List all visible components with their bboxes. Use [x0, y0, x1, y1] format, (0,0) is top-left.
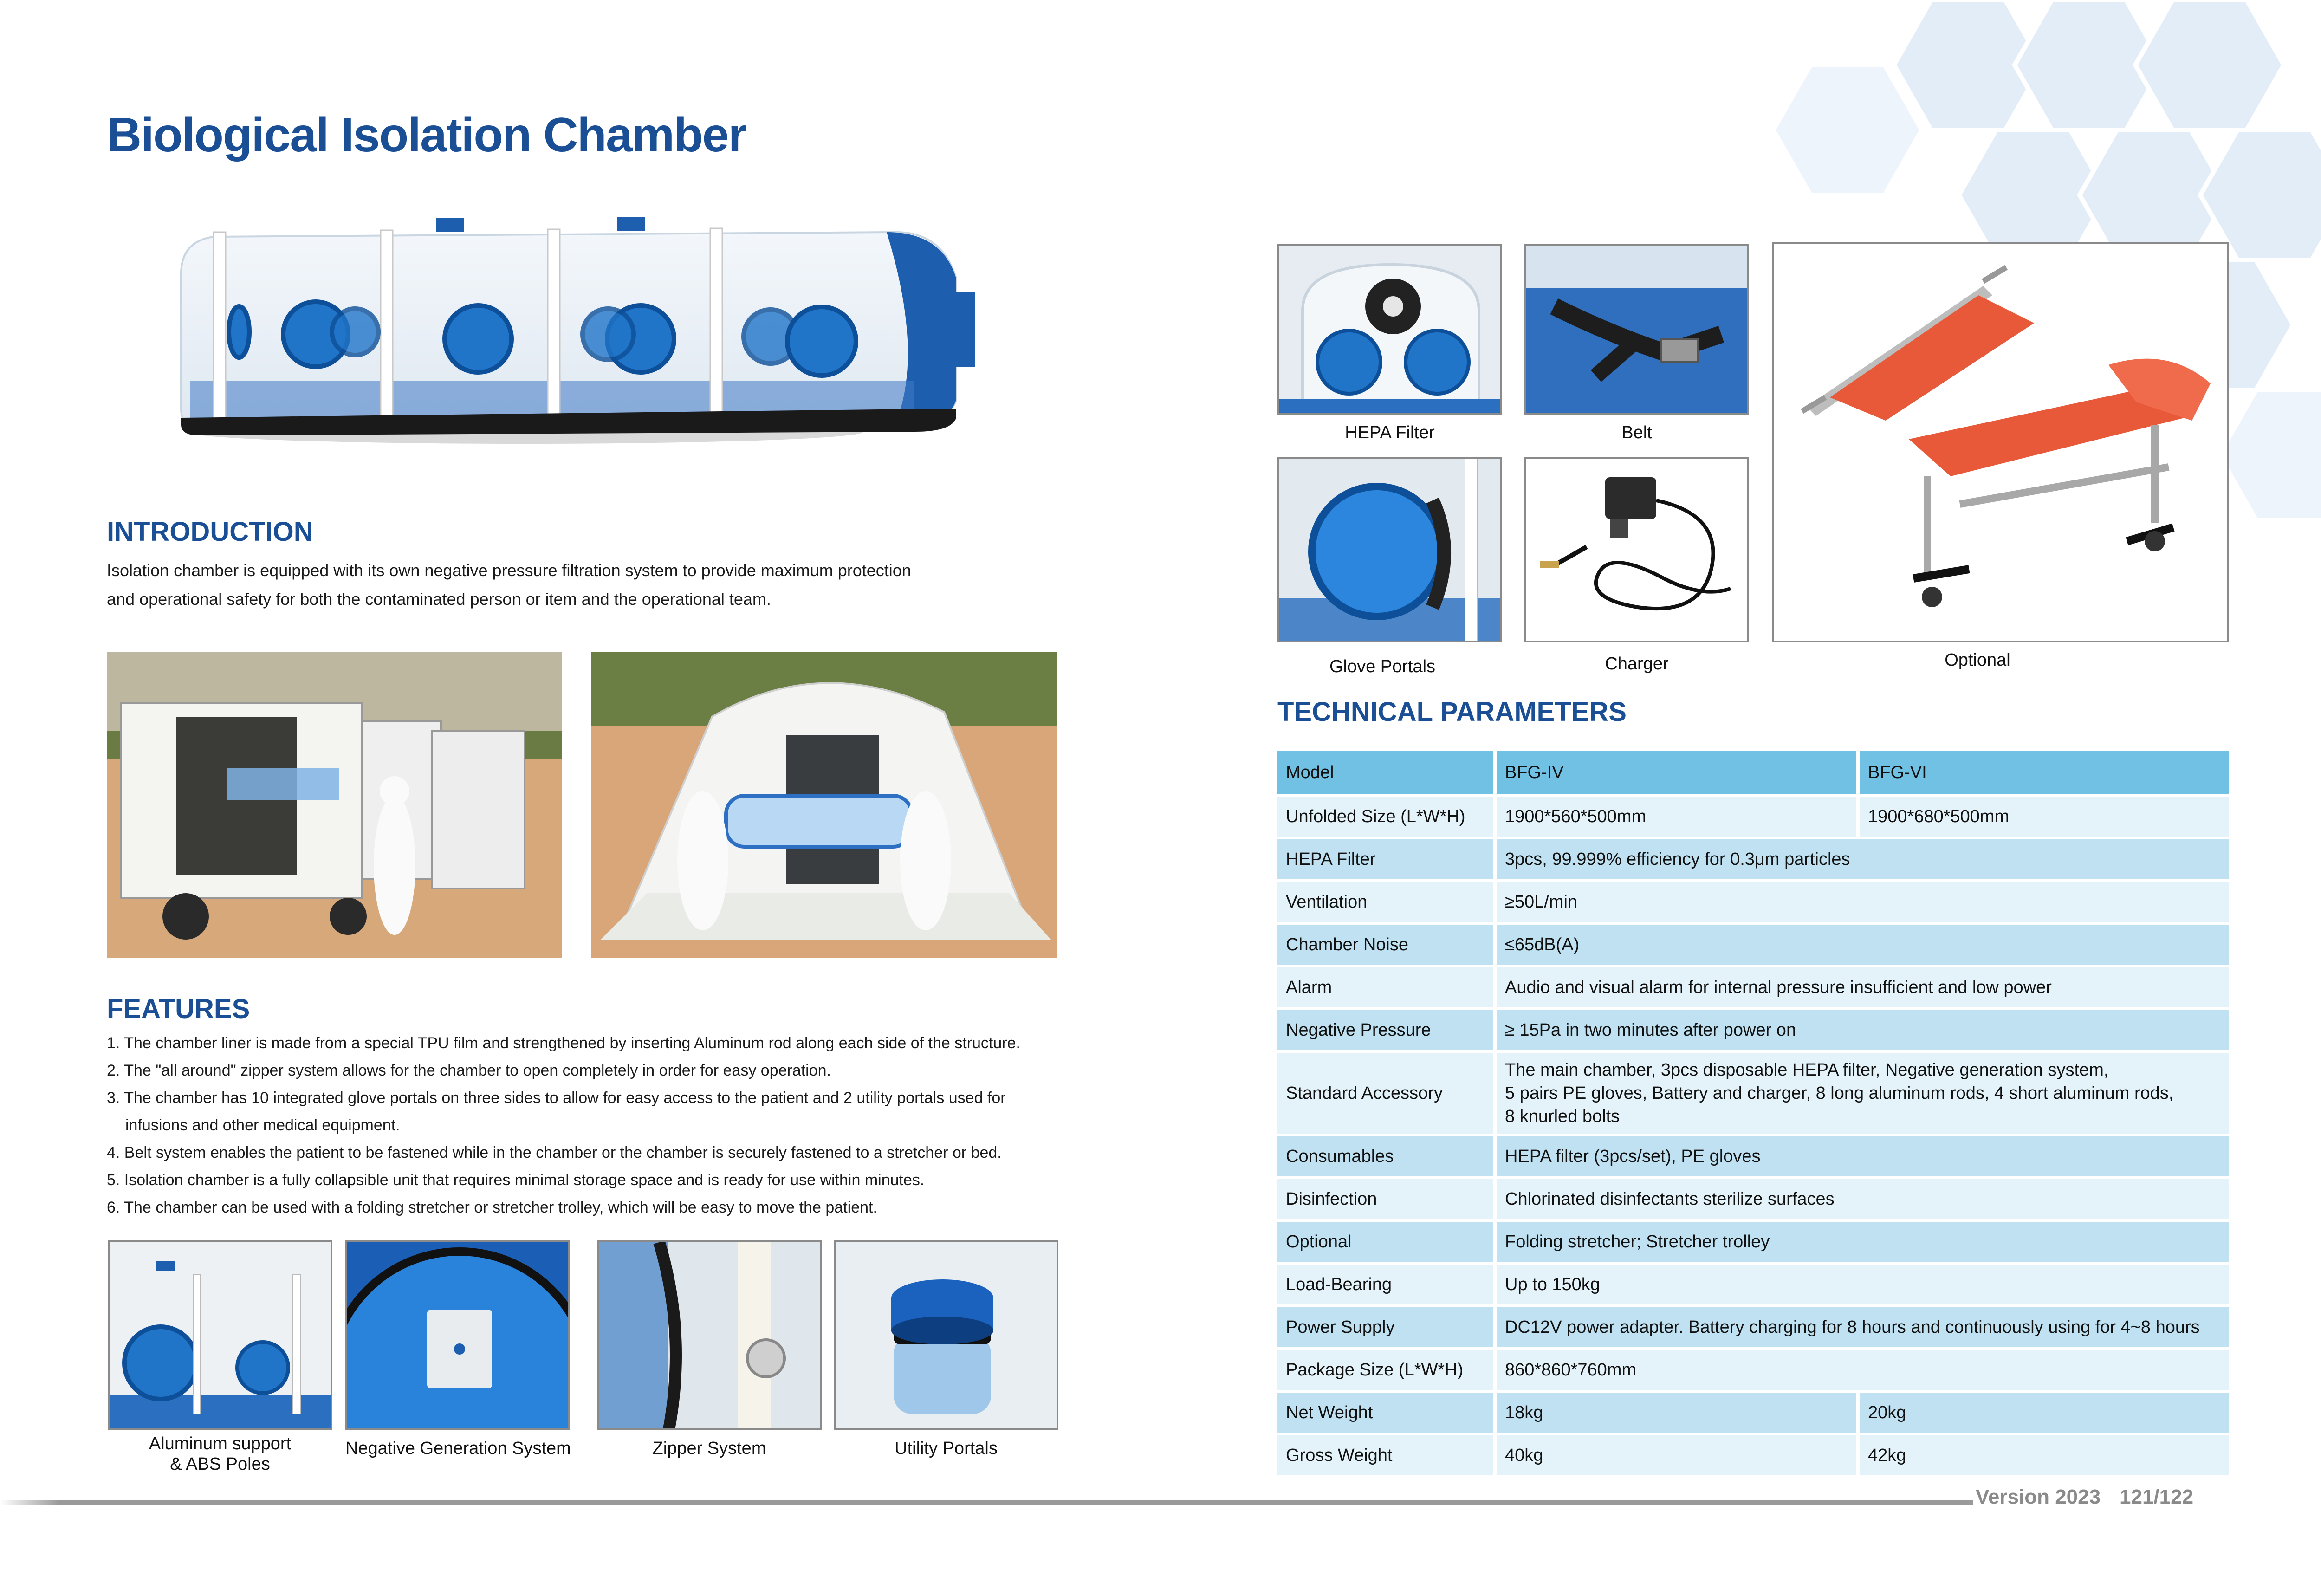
table-row	[1277, 882, 2229, 922]
isolation-chamber-image	[172, 214, 989, 455]
aluminum-support-photo	[108, 1240, 332, 1430]
table-row	[1277, 1179, 2229, 1219]
table-cell: Chamber Noise	[1277, 925, 1493, 965]
table-row	[1277, 839, 2229, 879]
table-cell: Load-Bearing	[1277, 1265, 1493, 1304]
feature-item: 3. The chamber has 10 integrated glove portals on three sides to allow for easy access to the patient and 2 utility portals used for	[107, 1089, 1006, 1107]
table-row	[1277, 1307, 2229, 1347]
feature-item: 4. Belt system enables the patient to be fastened while in the chamber or the chamber is securely fastened to a stretcher or bed.	[107, 1144, 1002, 1161]
table-cell: ≥50L/min	[1493, 882, 2229, 922]
table-cell: Consumables	[1277, 1136, 1493, 1176]
table-row	[1277, 967, 2229, 1007]
table-cell: Disinfection	[1277, 1179, 1493, 1219]
table-cell: 42kg	[1856, 1435, 2229, 1475]
technical-parameters-heading: TECHNICAL PARAMETERS	[1277, 697, 1627, 727]
table-header-row	[1277, 751, 2229, 794]
features-list	[107, 1030, 1096, 1221]
table-cell: 3pcs, 99.999% efficiency for 0.3μm particles	[1493, 839, 2229, 879]
table-cell: 18kg	[1493, 1393, 1856, 1433]
feature-item: 2. The "all around" zipper system allows for the chamber to open completely in order for easy operation.	[107, 1062, 831, 1079]
table-cell: DC12V power adapter. Battery charging for 8 hours and continuously using for 4~8 hours	[1493, 1307, 2229, 1347]
charger-caption: Charger	[1605, 654, 1669, 674]
optional-caption: Optional	[1945, 650, 2010, 670]
zipper-system-photo	[597, 1240, 822, 1430]
table-cell: Alarm	[1277, 967, 1493, 1007]
feature-item: 5. Isolation chamber is a fully collapsible unit that requires minimal storage space and is ready for use within minutes.	[107, 1171, 925, 1189]
utility-portals-caption: Utility Portals	[895, 1439, 998, 1458]
standard-accessory-line-2: 5 pairs PE gloves, Battery and charger, 8 long aluminum rods, 4 short aluminum rods,	[1505, 1083, 2174, 1103]
table-cell: 40kg	[1493, 1435, 1856, 1475]
footer-divider	[0, 1500, 1973, 1505]
negative-generation-caption: Negative Generation System	[345, 1439, 571, 1458]
table-cell: 20kg	[1856, 1393, 2229, 1433]
glove-portals-caption: Glove Portals	[1329, 657, 1436, 676]
glove-portals-photo	[1277, 457, 1502, 642]
table-row	[1277, 1393, 2229, 1433]
table-cell: 1900*560*500mm	[1493, 797, 1856, 837]
optional-stretcher-photo	[1772, 242, 2229, 642]
tent-transport-photo	[591, 652, 1057, 958]
table-cell: Optional	[1277, 1222, 1493, 1262]
table-row	[1277, 1053, 2229, 1134]
table-cell: Negative Pressure	[1277, 1010, 1493, 1050]
table-row	[1277, 797, 2229, 837]
table-cell: BFG-VI	[1856, 751, 2229, 794]
negative-generation-photo	[345, 1240, 570, 1430]
zipper-system-caption: Zipper System	[652, 1439, 766, 1458]
technical-parameters-table	[1277, 748, 2229, 1478]
table-cell: ≥ 15Pa in two minutes after power on	[1493, 1010, 2229, 1050]
table-cell: Ventilation	[1277, 882, 1493, 922]
footer-page-number: 121/122	[2120, 1486, 2194, 1508]
table-row	[1277, 1136, 2229, 1176]
table-row	[1277, 1350, 2229, 1390]
feature-item: 6. The chamber can be used with a folding stretcher or stretcher trolley, which will be easy to move the patient.	[107, 1199, 877, 1216]
table-cell: Package Size (L*W*H)	[1277, 1350, 1493, 1390]
table-cell: Up to 150kg	[1493, 1265, 2229, 1304]
table-row	[1277, 1265, 2229, 1304]
table-cell: Net Weight	[1277, 1393, 1493, 1433]
ambulance-loading-photo	[107, 652, 562, 958]
belt-photo	[1524, 244, 1749, 415]
table-cell: Power Supply	[1277, 1307, 1493, 1347]
features-heading: FEATURES	[107, 994, 250, 1024]
introduction-heading: INTRODUCTION	[107, 517, 313, 547]
table-cell: HEPA Filter	[1277, 839, 1493, 879]
table-cell: 860*860*760mm	[1493, 1350, 2229, 1390]
table-cell: ≤65dB(A)	[1493, 925, 2229, 965]
belt-caption: Belt	[1621, 423, 1652, 442]
hepa-filter-caption: HEPA Filter	[1345, 423, 1435, 442]
feature-item-continuation: infusions and other medical equipment.	[125, 1116, 400, 1134]
table-cell: HEPA filter (3pcs/set), PE gloves	[1493, 1136, 2229, 1176]
table-cell-multiline	[1493, 1053, 2229, 1134]
table-row	[1277, 1435, 2229, 1475]
standard-accessory-line-1: The main chamber, 3pcs disposable HEPA filter, Negative generation system,	[1505, 1060, 2109, 1080]
table-cell: Model	[1277, 751, 1493, 794]
standard-accessory-line-3: 8 knurled bolts	[1505, 1107, 1620, 1126]
page-title: Biological Isolation Chamber	[107, 108, 746, 162]
introduction-line-1: Isolation chamber is equipped with its own negative pressure filtration system to provide maximum protection	[107, 561, 911, 580]
table-row	[1277, 925, 2229, 965]
hepa-filter-photo	[1277, 244, 1502, 415]
table-cell: 1900*680*500mm	[1856, 797, 2229, 837]
introduction-line-2: and operational safety for both the contaminated person or item and the operational team.	[107, 590, 771, 609]
feature-item: 1. The chamber liner is made from a special TPU film and strengthened by inserting Aluminum rod along each side of the structure.	[107, 1034, 1020, 1052]
footer-version: Version 2023	[1976, 1486, 2101, 1508]
aluminum-support-caption	[108, 1434, 332, 1474]
table-cell: Folding stretcher; Stretcher trolley	[1493, 1222, 2229, 1262]
table-cell: Audio and visual alarm for internal pressure insufficient and low power	[1493, 967, 2229, 1007]
introduction-text	[107, 556, 911, 614]
table-cell: BFG-IV	[1493, 751, 1856, 794]
table-cell: Gross Weight	[1277, 1435, 1493, 1475]
table-cell: Unfolded Size (L*W*H)	[1277, 797, 1493, 837]
table-row	[1277, 1010, 2229, 1050]
table-cell: Standard Accessory	[1277, 1053, 1493, 1134]
table-cell: Chlorinated disinfectants sterilize surfaces	[1493, 1179, 2229, 1219]
table-row	[1277, 1222, 2229, 1262]
aluminum-support-caption-line-1: Aluminum support	[149, 1434, 292, 1453]
utility-portals-photo	[834, 1240, 1058, 1430]
charger-photo	[1524, 457, 1749, 642]
aluminum-support-caption-line-2: & ABS Poles	[170, 1454, 270, 1474]
